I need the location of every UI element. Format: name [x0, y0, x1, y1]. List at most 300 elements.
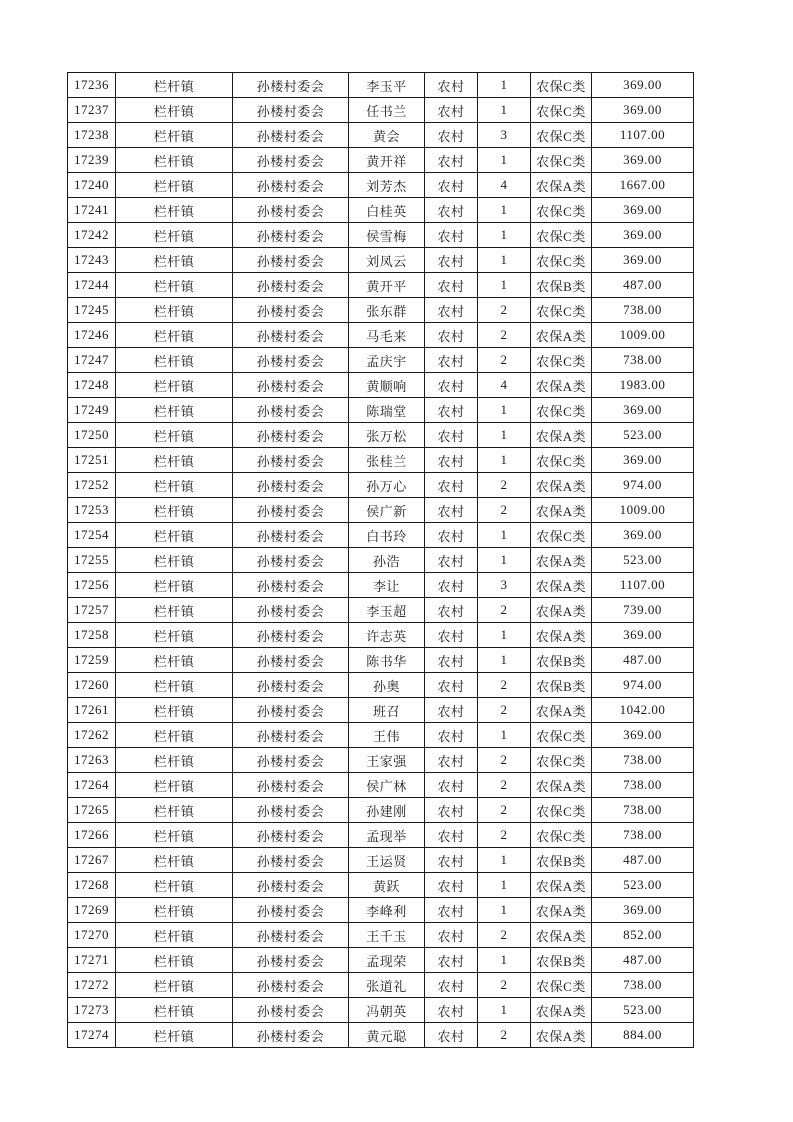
cell-amount: 369.00	[592, 623, 694, 648]
cell-person-count: 2	[478, 323, 531, 348]
table-row	[68, 498, 694, 523]
cell-record-id: 17273	[68, 998, 116, 1023]
cell-amount: 884.00	[592, 1023, 694, 1048]
cell-record-id: 17256	[68, 573, 116, 598]
cell-town: 栏杆镇	[116, 148, 233, 173]
cell-village-committee: 孙楼村委会	[233, 423, 349, 448]
cell-person-count: 2	[478, 748, 531, 773]
cell-insurance-category: 农保A类	[531, 623, 592, 648]
cell-record-id: 17258	[68, 623, 116, 648]
cell-residence-type: 农村	[425, 73, 478, 98]
cell-person-count: 1	[478, 523, 531, 548]
cell-person-count: 1	[478, 448, 531, 473]
cell-record-id: 17263	[68, 748, 116, 773]
cell-residence-type: 农村	[425, 248, 478, 273]
cell-person-count: 2	[478, 698, 531, 723]
cell-village-committee: 孙楼村委会	[233, 623, 349, 648]
cell-town: 栏杆镇	[116, 298, 233, 323]
cell-village-committee: 孙楼村委会	[233, 923, 349, 948]
cell-residence-type: 农村	[425, 873, 478, 898]
cell-village-committee: 孙楼村委会	[233, 598, 349, 623]
cell-town: 栏杆镇	[116, 948, 233, 973]
cell-residence-type: 农村	[425, 98, 478, 123]
cell-village-committee: 孙楼村委会	[233, 98, 349, 123]
cell-person-name: 陈瑞堂	[349, 398, 425, 423]
table-row	[68, 998, 694, 1023]
cell-person-name: 黄开平	[349, 273, 425, 298]
cell-residence-type: 农村	[425, 923, 478, 948]
cell-record-id: 17245	[68, 298, 116, 323]
table-row	[68, 773, 694, 798]
cell-record-id: 17240	[68, 173, 116, 198]
cell-record-id: 17261	[68, 698, 116, 723]
cell-person-count: 1	[478, 73, 531, 98]
cell-record-id: 17250	[68, 423, 116, 448]
cell-town: 栏杆镇	[116, 198, 233, 223]
cell-record-id: 17238	[68, 123, 116, 148]
cell-amount: 369.00	[592, 73, 694, 98]
cell-village-committee: 孙楼村委会	[233, 1023, 349, 1048]
cell-village-committee: 孙楼村委会	[233, 348, 349, 373]
cell-amount: 738.00	[592, 298, 694, 323]
cell-residence-type: 农村	[425, 773, 478, 798]
cell-insurance-category: 农保A类	[531, 773, 592, 798]
cell-person-name: 侯广林	[349, 773, 425, 798]
cell-person-name: 李让	[349, 573, 425, 598]
cell-insurance-category: 农保A类	[531, 573, 592, 598]
cell-amount: 487.00	[592, 948, 694, 973]
cell-person-name: 张桂兰	[349, 448, 425, 473]
cell-village-committee: 孙楼村委会	[233, 898, 349, 923]
cell-town: 栏杆镇	[116, 873, 233, 898]
cell-record-id: 17246	[68, 323, 116, 348]
cell-residence-type: 农村	[425, 498, 478, 523]
cell-village-committee: 孙楼村委会	[233, 748, 349, 773]
cell-town: 栏杆镇	[116, 848, 233, 873]
cell-town: 栏杆镇	[116, 423, 233, 448]
cell-person-name: 李玉平	[349, 73, 425, 98]
cell-person-name: 李玉超	[349, 598, 425, 623]
cell-residence-type: 农村	[425, 798, 478, 823]
cell-residence-type: 农村	[425, 673, 478, 698]
cell-amount: 852.00	[592, 923, 694, 948]
cell-village-committee: 孙楼村委会	[233, 973, 349, 998]
cell-person-name: 马毛来	[349, 323, 425, 348]
cell-amount: 523.00	[592, 423, 694, 448]
cell-residence-type: 农村	[425, 748, 478, 773]
cell-town: 栏杆镇	[116, 673, 233, 698]
cell-insurance-category: 农保C类	[531, 98, 592, 123]
cell-person-name: 黄顺响	[349, 373, 425, 398]
cell-town: 栏杆镇	[116, 823, 233, 848]
cell-person-count: 3	[478, 123, 531, 148]
cell-person-count: 1	[478, 898, 531, 923]
table-row	[68, 673, 694, 698]
cell-village-committee: 孙楼村委会	[233, 823, 349, 848]
cell-insurance-category: 农保C类	[531, 198, 592, 223]
cell-insurance-category: 农保A类	[531, 1023, 592, 1048]
cell-person-name: 冯朝英	[349, 998, 425, 1023]
cell-village-committee: 孙楼村委会	[233, 648, 349, 673]
cell-person-name: 孟现举	[349, 823, 425, 848]
cell-record-id: 17244	[68, 273, 116, 298]
table-row	[68, 723, 694, 748]
table-row	[68, 323, 694, 348]
cell-town: 栏杆镇	[116, 773, 233, 798]
cell-amount: 738.00	[592, 748, 694, 773]
cell-record-id: 17239	[68, 148, 116, 173]
cell-insurance-category: 农保C类	[531, 823, 592, 848]
cell-insurance-category: 农保B类	[531, 648, 592, 673]
cell-village-committee: 孙楼村委会	[233, 273, 349, 298]
cell-person-count: 1	[478, 148, 531, 173]
cell-record-id: 17252	[68, 473, 116, 498]
cell-residence-type: 农村	[425, 223, 478, 248]
cell-village-committee: 孙楼村委会	[233, 498, 349, 523]
cell-person-name: 班召	[349, 698, 425, 723]
cell-village-committee: 孙楼村委会	[233, 873, 349, 898]
cell-record-id: 17237	[68, 98, 116, 123]
cell-insurance-category: 农保C类	[531, 223, 592, 248]
cell-record-id: 17259	[68, 648, 116, 673]
cell-town: 栏杆镇	[116, 373, 233, 398]
cell-residence-type: 农村	[425, 973, 478, 998]
cell-person-name: 侯雪梅	[349, 223, 425, 248]
cell-person-name: 张东群	[349, 298, 425, 323]
cell-village-committee: 孙楼村委会	[233, 298, 349, 323]
cell-residence-type: 农村	[425, 623, 478, 648]
cell-insurance-category: 农保C类	[531, 523, 592, 548]
cell-town: 栏杆镇	[116, 1023, 233, 1048]
cell-record-id: 17260	[68, 673, 116, 698]
cell-village-committee: 孙楼村委会	[233, 673, 349, 698]
cell-insurance-category: 农保B类	[531, 948, 592, 973]
cell-town: 栏杆镇	[116, 723, 233, 748]
cell-residence-type: 农村	[425, 823, 478, 848]
cell-town: 栏杆镇	[116, 348, 233, 373]
cell-residence-type: 农村	[425, 173, 478, 198]
cell-record-id: 17249	[68, 398, 116, 423]
cell-village-committee: 孙楼村委会	[233, 948, 349, 973]
cell-amount: 369.00	[592, 523, 694, 548]
cell-insurance-category: 农保C类	[531, 723, 592, 748]
cell-person-count: 1	[478, 648, 531, 673]
cell-person-name: 许志英	[349, 623, 425, 648]
cell-person-count: 2	[478, 973, 531, 998]
cell-person-name: 王千玉	[349, 923, 425, 948]
cell-record-id: 17254	[68, 523, 116, 548]
cell-person-name: 黄跃	[349, 873, 425, 898]
table-row	[68, 523, 694, 548]
cell-insurance-category: 农保A类	[531, 998, 592, 1023]
cell-amount: 369.00	[592, 448, 694, 473]
cell-record-id: 17251	[68, 448, 116, 473]
cell-record-id: 17242	[68, 223, 116, 248]
table-row	[68, 798, 694, 823]
cell-insurance-category: 农保A类	[531, 173, 592, 198]
cell-record-id: 17264	[68, 773, 116, 798]
cell-person-name: 王家强	[349, 748, 425, 773]
cell-person-count: 2	[478, 1023, 531, 1048]
cell-residence-type: 农村	[425, 423, 478, 448]
cell-record-id: 17274	[68, 1023, 116, 1048]
cell-amount: 369.00	[592, 223, 694, 248]
cell-town: 栏杆镇	[116, 623, 233, 648]
cell-town: 栏杆镇	[116, 798, 233, 823]
cell-village-committee: 孙楼村委会	[233, 248, 349, 273]
cell-residence-type: 农村	[425, 723, 478, 748]
cell-residence-type: 农村	[425, 273, 478, 298]
table-row	[68, 1023, 694, 1048]
cell-residence-type: 农村	[425, 948, 478, 973]
table-row	[68, 823, 694, 848]
cell-amount: 369.00	[592, 398, 694, 423]
cell-insurance-category: 农保B类	[531, 273, 592, 298]
cell-village-committee: 孙楼村委会	[233, 448, 349, 473]
table-row	[68, 648, 694, 673]
cell-person-count: 1	[478, 98, 531, 123]
cell-insurance-category: 农保A类	[531, 473, 592, 498]
cell-village-committee: 孙楼村委会	[233, 523, 349, 548]
cell-town: 栏杆镇	[116, 173, 233, 198]
cell-person-count: 1	[478, 198, 531, 223]
cell-town: 栏杆镇	[116, 398, 233, 423]
cell-amount: 1009.00	[592, 323, 694, 348]
cell-amount: 369.00	[592, 148, 694, 173]
cell-village-committee: 孙楼村委会	[233, 848, 349, 873]
cell-record-id: 17269	[68, 898, 116, 923]
cell-person-name: 黄开祥	[349, 148, 425, 173]
cell-residence-type: 农村	[425, 473, 478, 498]
cell-village-committee: 孙楼村委会	[233, 398, 349, 423]
cell-insurance-category: 农保A类	[531, 548, 592, 573]
cell-person-count: 1	[478, 998, 531, 1023]
cell-town: 栏杆镇	[116, 898, 233, 923]
cell-person-count: 2	[478, 923, 531, 948]
cell-amount: 369.00	[592, 898, 694, 923]
cell-person-count: 1	[478, 723, 531, 748]
cell-town: 栏杆镇	[116, 473, 233, 498]
cell-person-count: 1	[478, 273, 531, 298]
cell-person-name: 孙奥	[349, 673, 425, 698]
cell-amount: 487.00	[592, 848, 694, 873]
cell-record-id: 17270	[68, 923, 116, 948]
table-row	[68, 248, 694, 273]
cell-residence-type: 农村	[425, 123, 478, 148]
table-body	[68, 73, 694, 1048]
cell-record-id: 17248	[68, 373, 116, 398]
cell-amount: 974.00	[592, 673, 694, 698]
table-row	[68, 173, 694, 198]
table-row	[68, 148, 694, 173]
cell-village-committee: 孙楼村委会	[233, 998, 349, 1023]
cell-town: 栏杆镇	[116, 73, 233, 98]
table-row	[68, 98, 694, 123]
cell-town: 栏杆镇	[116, 123, 233, 148]
cell-residence-type: 农村	[425, 848, 478, 873]
cell-person-count: 1	[478, 248, 531, 273]
cell-amount: 1107.00	[592, 573, 694, 598]
cell-record-id: 17272	[68, 973, 116, 998]
cell-person-name: 孙万心	[349, 473, 425, 498]
cell-amount: 369.00	[592, 198, 694, 223]
cell-residence-type: 农村	[425, 373, 478, 398]
table-row	[68, 848, 694, 873]
table-row	[68, 898, 694, 923]
cell-amount: 523.00	[592, 873, 694, 898]
cell-amount: 369.00	[592, 248, 694, 273]
cell-record-id: 17268	[68, 873, 116, 898]
cell-person-count: 1	[478, 423, 531, 448]
cell-person-name: 任书兰	[349, 98, 425, 123]
cell-record-id: 17267	[68, 848, 116, 873]
cell-village-committee: 孙楼村委会	[233, 723, 349, 748]
cell-insurance-category: 农保C类	[531, 298, 592, 323]
table-row	[68, 273, 694, 298]
cell-insurance-category: 农保C类	[531, 348, 592, 373]
cell-person-count: 4	[478, 373, 531, 398]
cell-town: 栏杆镇	[116, 923, 233, 948]
cell-residence-type: 农村	[425, 323, 478, 348]
cell-insurance-category: 农保A类	[531, 598, 592, 623]
cell-insurance-category: 农保A类	[531, 698, 592, 723]
cell-record-id: 17247	[68, 348, 116, 373]
cell-insurance-category: 农保C类	[531, 748, 592, 773]
cell-insurance-category: 农保A类	[531, 323, 592, 348]
cell-amount: 738.00	[592, 348, 694, 373]
cell-residence-type: 农村	[425, 148, 478, 173]
cell-town: 栏杆镇	[116, 973, 233, 998]
table-row	[68, 748, 694, 773]
cell-town: 栏杆镇	[116, 548, 233, 573]
cell-insurance-category: 农保C类	[531, 148, 592, 173]
cell-person-count: 2	[478, 598, 531, 623]
cell-residence-type: 农村	[425, 1023, 478, 1048]
cell-amount: 487.00	[592, 648, 694, 673]
cell-insurance-category: 农保A类	[531, 423, 592, 448]
table-row	[68, 873, 694, 898]
cell-person-name: 孙浩	[349, 548, 425, 573]
cell-record-id: 17265	[68, 798, 116, 823]
cell-amount: 738.00	[592, 823, 694, 848]
table-row	[68, 948, 694, 973]
cell-town: 栏杆镇	[116, 448, 233, 473]
cell-insurance-category: 农保C类	[531, 973, 592, 998]
cell-person-count: 1	[478, 223, 531, 248]
cell-village-committee: 孙楼村委会	[233, 148, 349, 173]
table-row	[68, 973, 694, 998]
cell-person-name: 王运贤	[349, 848, 425, 873]
cell-person-count: 3	[478, 573, 531, 598]
cell-person-name: 孙建刚	[349, 798, 425, 823]
cell-person-count: 2	[478, 298, 531, 323]
cell-amount: 1009.00	[592, 498, 694, 523]
cell-amount: 739.00	[592, 598, 694, 623]
cell-person-count: 1	[478, 848, 531, 873]
cell-person-name: 李峰利	[349, 898, 425, 923]
cell-residence-type: 农村	[425, 898, 478, 923]
cell-insurance-category: 农保C类	[531, 398, 592, 423]
cell-residence-type: 农村	[425, 648, 478, 673]
table-row	[68, 223, 694, 248]
table-row	[68, 398, 694, 423]
cell-person-count: 2	[478, 473, 531, 498]
cell-insurance-category: 农保C类	[531, 448, 592, 473]
cell-insurance-category: 农保A类	[531, 498, 592, 523]
cell-town: 栏杆镇	[116, 573, 233, 598]
cell-residence-type: 农村	[425, 573, 478, 598]
table-row	[68, 598, 694, 623]
cell-person-name: 孟现荣	[349, 948, 425, 973]
cell-person-count: 1	[478, 623, 531, 648]
cell-residence-type: 农村	[425, 998, 478, 1023]
cell-person-count: 1	[478, 548, 531, 573]
cell-insurance-category: 农保A类	[531, 873, 592, 898]
cell-village-committee: 孙楼村委会	[233, 698, 349, 723]
cell-residence-type: 农村	[425, 548, 478, 573]
cell-insurance-category: 农保C类	[531, 798, 592, 823]
cell-village-committee: 孙楼村委会	[233, 173, 349, 198]
cell-person-count: 2	[478, 798, 531, 823]
cell-person-name: 张道礼	[349, 973, 425, 998]
cell-town: 栏杆镇	[116, 648, 233, 673]
cell-amount: 738.00	[592, 798, 694, 823]
cell-person-name: 侯广新	[349, 498, 425, 523]
cell-person-name: 白书玲	[349, 523, 425, 548]
table-row	[68, 373, 694, 398]
cell-amount: 487.00	[592, 273, 694, 298]
table-row	[68, 348, 694, 373]
cell-residence-type: 农村	[425, 398, 478, 423]
cell-amount: 523.00	[592, 548, 694, 573]
cell-village-committee: 孙楼村委会	[233, 798, 349, 823]
cell-village-committee: 孙楼村委会	[233, 548, 349, 573]
cell-person-name: 刘芳杰	[349, 173, 425, 198]
table-row	[68, 623, 694, 648]
cell-person-name: 陈书华	[349, 648, 425, 673]
cell-person-count: 1	[478, 873, 531, 898]
cell-record-id: 17243	[68, 248, 116, 273]
cell-person-count: 2	[478, 773, 531, 798]
cell-person-name: 刘凤云	[349, 248, 425, 273]
cell-residence-type: 农村	[425, 523, 478, 548]
table-row	[68, 123, 694, 148]
table-row	[68, 473, 694, 498]
cell-residence-type: 农村	[425, 598, 478, 623]
cell-amount: 369.00	[592, 723, 694, 748]
cell-insurance-category: 农保A类	[531, 373, 592, 398]
cell-amount: 369.00	[592, 98, 694, 123]
cell-residence-type: 农村	[425, 298, 478, 323]
cell-village-committee: 孙楼村委会	[233, 123, 349, 148]
cell-town: 栏杆镇	[116, 273, 233, 298]
table-row	[68, 298, 694, 323]
cell-record-id: 17266	[68, 823, 116, 848]
cell-residence-type: 农村	[425, 348, 478, 373]
cell-town: 栏杆镇	[116, 698, 233, 723]
cell-town: 栏杆镇	[116, 98, 233, 123]
cell-person-count: 1	[478, 948, 531, 973]
cell-village-committee: 孙楼村委会	[233, 198, 349, 223]
cell-amount: 1107.00	[592, 123, 694, 148]
cell-amount: 1042.00	[592, 698, 694, 723]
table-row	[68, 448, 694, 473]
cell-residence-type: 农村	[425, 198, 478, 223]
cell-person-name: 王伟	[349, 723, 425, 748]
cell-village-committee: 孙楼村委会	[233, 223, 349, 248]
cell-person-name: 黄会	[349, 123, 425, 148]
cell-insurance-category: 农保B类	[531, 673, 592, 698]
